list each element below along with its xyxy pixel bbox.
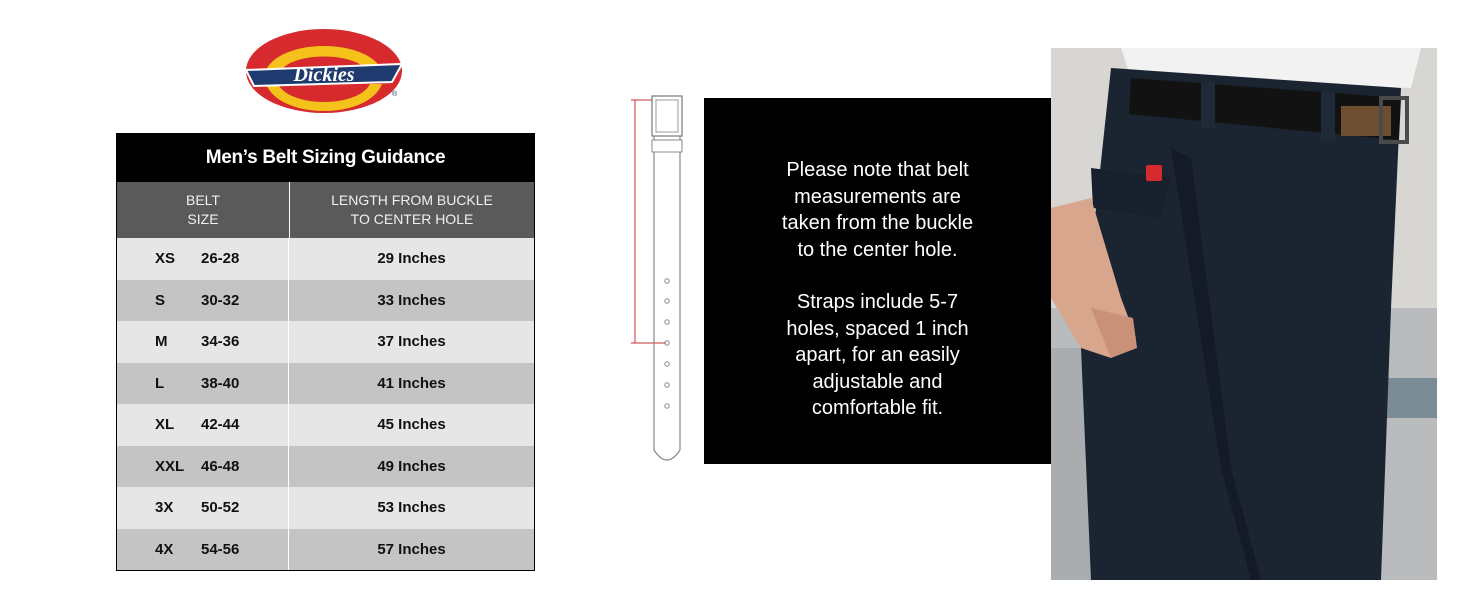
table-row (117, 363, 534, 405)
table-row (117, 321, 534, 363)
belt-length: 57 Inches (377, 540, 446, 558)
note-line: comfortable fit. (811, 397, 944, 419)
measurement-note (704, 98, 1051, 464)
belt-length: 41 Inches (377, 374, 446, 392)
table-body (117, 238, 534, 570)
header-length-line2: TO CENTER HOLE (350, 211, 474, 227)
svg-text:®: ® (392, 91, 398, 98)
dickies-logo (242, 24, 406, 118)
belt-length: 45 Inches (377, 416, 446, 434)
table-row (117, 280, 534, 322)
note-line: Please note that belt (786, 159, 969, 181)
waist-range: 30-32 (201, 291, 240, 309)
belt-length: 53 Inches (377, 499, 446, 517)
note-line: taken from the buckle (781, 212, 974, 234)
note-paragraph-1 (704, 157, 1051, 263)
header-size-line2: SIZE (187, 211, 219, 227)
note-line: adjustable and (812, 370, 943, 393)
product-photo (1051, 48, 1437, 580)
belt-length: 49 Inches (377, 457, 446, 475)
size-label: M (155, 333, 168, 351)
belt-length: 29 Inches (377, 250, 446, 268)
header-size-line1: BELT (186, 192, 220, 208)
header-belt-size (117, 182, 290, 238)
waist-range: 38-40 (201, 374, 240, 392)
svg-text:Dickies: Dickies (293, 64, 355, 86)
size-label: XS (155, 250, 176, 268)
belt-length: 33 Inches (377, 291, 446, 309)
table-row (117, 487, 534, 529)
note-line: apart, for an easily (795, 344, 960, 366)
note-line: holes, spaced 1 inch (786, 317, 969, 340)
size-label: 4X (155, 540, 174, 558)
table-row (117, 404, 534, 446)
belt-size-table (116, 133, 535, 571)
table-row (117, 446, 534, 488)
table-row (117, 238, 534, 280)
header-length (290, 182, 534, 238)
size-label: 3X (155, 499, 174, 517)
belt-length: 37 Inches (377, 333, 446, 351)
table-header (117, 182, 534, 238)
note-line: Straps include 5-7 (796, 291, 959, 313)
size-label: S (155, 291, 166, 309)
header-length-line1: LENGTH FROM BUCKLE (331, 192, 493, 208)
waist-range: 54-56 (201, 540, 240, 558)
waist-range: 50-52 (201, 499, 240, 517)
size-label: XL (155, 416, 175, 434)
note-paragraph-2 (704, 289, 1051, 422)
size-label: XXL (155, 457, 185, 475)
waist-range: 42-44 (201, 416, 240, 434)
waist-range: 26-28 (201, 250, 240, 268)
table-title: Men’s Belt Sizing Guidance (117, 134, 534, 182)
size-label: L (155, 374, 165, 392)
table-row (117, 529, 534, 571)
waist-range: 46-48 (201, 457, 240, 475)
note-line: measurements are (794, 185, 961, 208)
waist-range: 34-36 (201, 333, 240, 351)
note-line: to the center hole. (797, 238, 958, 261)
belt-diagram (628, 90, 688, 470)
